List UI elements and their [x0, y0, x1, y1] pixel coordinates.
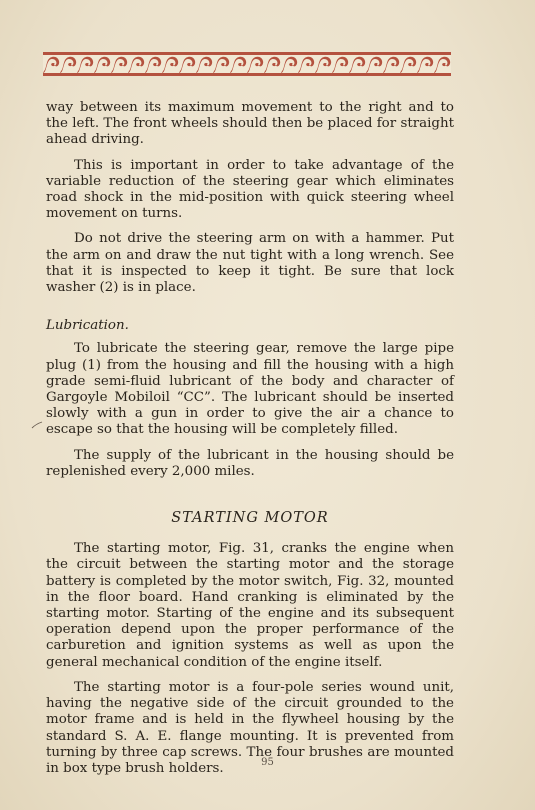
paragraph-starting-motor-construction: The starting motor is a four-pole series wound unit, having the negative side of the circuit grounded to the motor frame and is held in the flywheel housing by the standard S. A. E. flange mounting. It is prevented from turning by three cap screws. The four brushes are mounted in box type brush holders. [46, 679, 454, 776]
paragraph-lubricant-supply: The supply of the lubricant in the housing should be replenished every 2,000 miles. [46, 447, 454, 479]
pencil-mark-icon [31, 420, 43, 430]
starting-motor-title: STARTING MOTOR [171, 510, 329, 527]
lubrication-heading: Lubrication. [46, 318, 129, 334]
paragraph-starting-motor-function: The starting motor, Fig. 31, cranks the engine when the circuit between the starting motor and the storage battery is completed by the motor switch, Fig. 32, mounted in the floor board. Hand cranking is eliminated by the starting motor. Starting of the engine and its subsequent operation depend upon the proper performance of the carburetion and ignition systems as well as upon the general mechanical condition of the engine itself. [46, 541, 454, 670]
paragraph-continuation: way between its maximum movement to the right and to the left. The front wheels should then be placed for straight ahead driving. [46, 100, 454, 148]
paragraph-lubricate-gear: To lubricate the steering gear, remove the large pipe plug (1) from the housing and fill the housing with a high grade semi-fluid lubricant of the body and character of Gargoyle Mobiloil “CC”. The lubricant should be inserted slowly with a gun in order to give the air a chance to escape so that the housing will be completely filled. [46, 341, 454, 438]
paragraph-variable-reduction: This is important in order to take advantage of the variable reduction of the steering gear which eliminates road shock in the mid-position with quick steering wheel movement on turns. [46, 157, 454, 222]
greek-wave-border-icon [43, 52, 451, 76]
page-body [46, 100, 454, 786]
page-number: 95 [261, 757, 274, 768]
paragraph-steering-arm: Do not drive the steering arm on with a hammer. Put the arm on and draw the nut tight with a long wrench. See that it is inspected to keep it tight. Be sure that lock washer (2) is in place. [46, 231, 454, 296]
